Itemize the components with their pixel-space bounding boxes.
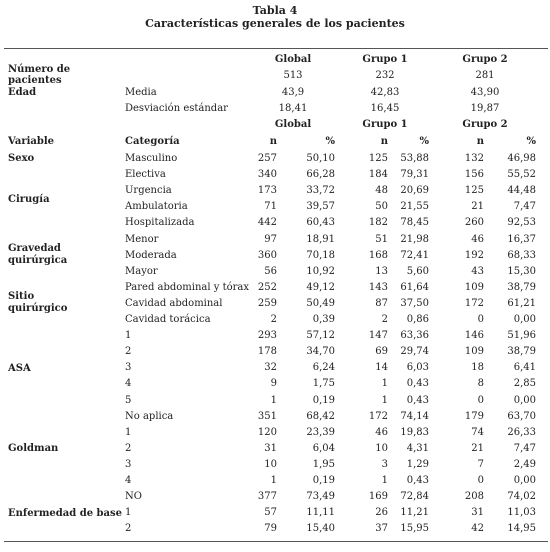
percent-cell: 21,55 (400, 201, 429, 212)
count-cell: 252 (257, 282, 277, 293)
variable-label: Gravedad quirúrgica (8, 243, 68, 266)
percent-cell: 0,43 (406, 395, 429, 406)
variable-label: ASA (8, 363, 31, 374)
table-subtitle: Características generales de los pacientes (145, 17, 405, 30)
count-cell: 182 (368, 217, 388, 228)
percent-cell: 92,53 (507, 217, 536, 228)
count-cell: 31 (264, 443, 277, 454)
count-cell: 10 (375, 443, 388, 454)
percent-cell: 11,21 (400, 507, 429, 518)
count-cell: 184 (368, 169, 388, 180)
count-cell: 2 (270, 314, 277, 325)
count-cell: 1 (381, 395, 388, 406)
percent-cell: 16,37 (507, 234, 536, 245)
category-cell: 4 (125, 475, 132, 486)
percent-cell: 6,24 (312, 362, 335, 373)
variable-label: Sitio quirúrgico (8, 291, 68, 314)
variable-label: Sexo (8, 153, 35, 164)
percent-cell: 0,00 (513, 314, 536, 325)
percent-cell: 18,91 (306, 234, 335, 245)
count-cell: 192 (464, 250, 484, 261)
count-cell: 260 (464, 217, 484, 228)
percent-cell: 0,43 (406, 378, 429, 389)
percent-cell: 2,85 (513, 378, 536, 389)
percent-cell: 0,86 (406, 314, 429, 325)
count-cell: 87 (375, 298, 388, 309)
category-cell: No aplica (125, 411, 174, 422)
percent-cell: 34,70 (306, 346, 335, 357)
count-cell: 340 (257, 169, 277, 180)
category-cell: Hospitalizada (125, 217, 195, 228)
percent-cell: 63,70 (507, 411, 536, 422)
sd-value: 18,41 (278, 103, 308, 114)
percent-cell: 15,40 (306, 523, 335, 534)
count-cell: 257 (257, 153, 277, 164)
category-cell: Mayor (125, 266, 158, 277)
pct-column-header: % (526, 136, 536, 147)
count-cell: 109 (464, 282, 484, 293)
category-cell: Moderada (125, 250, 177, 261)
mean-label: Media (125, 87, 157, 98)
percent-cell: 73,49 (306, 491, 335, 502)
count-cell: 42 (471, 523, 484, 534)
percent-cell: 15,30 (507, 266, 536, 277)
percent-cell: 66,28 (306, 169, 335, 180)
percent-cell: 51,96 (507, 330, 536, 341)
percent-cell: 70,18 (306, 250, 335, 261)
count-cell: 69 (375, 346, 388, 357)
percent-cell: 78,45 (400, 217, 429, 228)
category-cell: Menor (125, 234, 159, 245)
percent-cell: 2,49 (513, 459, 536, 470)
count-cell: 26 (375, 507, 388, 518)
count-cell: 120 (257, 427, 277, 438)
percent-cell: 4,31 (406, 443, 429, 454)
percent-cell: 44,48 (507, 185, 536, 196)
count-cell: 143 (368, 282, 388, 293)
number-of-patients-value: 232 (375, 70, 395, 81)
count-cell: 125 (464, 185, 484, 196)
count-cell: 14 (375, 362, 388, 373)
count-cell: 178 (257, 346, 277, 357)
bottom-rule (4, 541, 548, 542)
percent-cell: 26,33 (507, 427, 536, 438)
count-cell: 377 (257, 491, 277, 502)
percent-cell: 68,33 (507, 250, 536, 261)
group-header: Grupo 2 (462, 119, 508, 130)
count-cell: 32 (264, 362, 277, 373)
category-cell: 3 (125, 362, 132, 373)
count-cell: 1 (270, 475, 277, 486)
percent-cell: 7,47 (513, 443, 536, 454)
count-cell: 156 (464, 169, 484, 180)
percent-cell: 0,39 (312, 314, 335, 325)
category-cell: 2 (125, 346, 132, 357)
count-cell: 208 (464, 491, 484, 502)
percent-cell: 10,92 (306, 266, 335, 277)
variable-label: Cirugía (8, 194, 50, 205)
count-cell: 3 (381, 459, 388, 470)
mean-value: 42,83 (370, 87, 400, 98)
count-cell: 1 (270, 395, 277, 406)
percent-cell: 0,43 (406, 475, 429, 486)
count-cell: 21 (471, 443, 484, 454)
count-cell: 360 (257, 250, 277, 261)
category-cell: Masculino (125, 153, 178, 164)
category-cell: Pared abdominal y tórax (125, 282, 250, 293)
percent-cell: 57,12 (306, 330, 335, 341)
percent-cell: 0,00 (513, 395, 536, 406)
percent-cell: 5,60 (406, 266, 429, 277)
percent-cell: 49,12 (306, 282, 335, 293)
group-header: Grupo 1 (362, 119, 408, 130)
count-cell: 71 (264, 201, 277, 212)
count-cell: 31 (471, 507, 484, 518)
number-of-patients-value: 281 (475, 70, 495, 81)
count-cell: 37 (375, 523, 388, 534)
percent-cell: 1,75 (312, 378, 335, 389)
percent-cell: 61,21 (507, 298, 536, 309)
count-cell: 351 (257, 411, 277, 422)
category-cell: Cavidad abdominal (125, 298, 223, 309)
percent-cell: 38,79 (507, 282, 536, 293)
percent-cell: 19,83 (400, 427, 429, 438)
variable-column-header: Variable (8, 136, 55, 147)
category-cell: 5 (125, 395, 132, 406)
percent-cell: 14,95 (507, 523, 536, 534)
table-title: Tabla 4 (252, 4, 298, 17)
percent-cell: 72,41 (400, 250, 429, 261)
percent-cell: 6,04 (312, 443, 335, 454)
percent-cell: 74,14 (400, 411, 429, 422)
count-cell: 1 (381, 378, 388, 389)
count-cell: 168 (368, 250, 388, 261)
n-column-header: n (269, 136, 277, 147)
age-label: Edad (8, 87, 37, 98)
percent-cell: 0,00 (513, 475, 536, 486)
count-cell: 97 (264, 234, 277, 245)
number-of-patients-label: Número de pacientes (8, 64, 71, 86)
mean-value: 43,9 (281, 87, 305, 98)
count-cell: 56 (264, 266, 277, 277)
category-cell: 2 (125, 523, 132, 534)
category-cell: 4 (125, 378, 132, 389)
count-cell: 43 (471, 266, 484, 277)
count-cell: 1 (381, 475, 388, 486)
percent-cell: 11,11 (306, 507, 335, 518)
count-cell: 9 (270, 378, 277, 389)
percent-cell: 1,29 (406, 459, 429, 470)
percent-cell: 60,43 (306, 217, 335, 228)
n-column-header: n (380, 136, 388, 147)
percent-cell: 38,79 (507, 346, 536, 357)
category-cell: 2 (125, 443, 132, 454)
count-cell: 21 (471, 201, 484, 212)
group-header: Global (274, 119, 312, 130)
sd-value: 16,45 (370, 103, 400, 114)
count-cell: 109 (464, 346, 484, 357)
percent-cell: 37,50 (400, 298, 429, 309)
variable-label: Enfermedad de base (8, 508, 123, 519)
number-of-patients-value: 513 (283, 70, 303, 81)
n-column-header: n (476, 136, 484, 147)
percent-cell: 0,19 (312, 475, 335, 486)
category-cell: NO (125, 491, 142, 502)
percent-cell: 29,74 (400, 346, 429, 357)
percent-cell: 50,49 (306, 298, 335, 309)
count-cell: 51 (375, 234, 388, 245)
count-cell: 10 (264, 459, 277, 470)
group-header: Grupo 1 (362, 54, 408, 65)
count-cell: 125 (368, 153, 388, 164)
count-cell: 259 (257, 298, 277, 309)
percent-cell: 0,19 (312, 395, 335, 406)
variable-label: Goldman (8, 443, 59, 454)
percent-cell: 46,98 (507, 153, 536, 164)
count-cell: 57 (264, 507, 277, 518)
percent-cell: 61,64 (400, 282, 429, 293)
count-cell: 442 (257, 217, 277, 228)
count-cell: 18 (471, 362, 484, 373)
count-cell: 79 (264, 523, 277, 534)
group-header: Global (274, 54, 312, 65)
percent-cell: 39,57 (306, 201, 335, 212)
group-header: Grupo 2 (462, 54, 508, 65)
percent-cell: 53,88 (400, 153, 429, 164)
percent-cell: 6,03 (406, 362, 429, 373)
count-cell: 0 (477, 395, 484, 406)
percent-cell: 74,02 (507, 491, 536, 502)
count-cell: 50 (375, 201, 388, 212)
percent-cell: 68,42 (306, 411, 335, 422)
category-cell: Electiva (125, 169, 166, 180)
category-cell: Ambulatoria (125, 201, 188, 212)
count-cell: 173 (257, 185, 277, 196)
pct-column-header: % (325, 136, 335, 147)
percent-cell: 33,72 (306, 185, 335, 196)
count-cell: 172 (368, 411, 388, 422)
percent-cell: 79,31 (400, 169, 429, 180)
count-cell: 13 (375, 266, 388, 277)
category-cell: Urgencia (125, 185, 172, 196)
percent-cell: 6,41 (513, 362, 536, 373)
count-cell: 147 (368, 330, 388, 341)
mean-value: 43,90 (470, 87, 500, 98)
count-cell: 169 (368, 491, 388, 502)
count-cell: 48 (375, 185, 388, 196)
category-cell: 3 (125, 459, 132, 470)
count-cell: 74 (471, 427, 484, 438)
count-cell: 46 (471, 234, 484, 245)
category-cell: Cavidad torácica (125, 314, 211, 325)
count-cell: 146 (464, 330, 484, 341)
percent-cell: 11,03 (507, 507, 536, 518)
count-cell: 179 (464, 411, 484, 422)
percent-cell: 55,52 (507, 169, 536, 180)
percent-cell: 23,39 (306, 427, 335, 438)
percent-cell: 21,98 (400, 234, 429, 245)
count-cell: 46 (375, 427, 388, 438)
percent-cell: 50,10 (306, 153, 335, 164)
pct-column-header: % (419, 136, 429, 147)
percent-cell: 15,95 (400, 523, 429, 534)
percent-cell: 20,69 (400, 185, 429, 196)
count-cell: 7 (477, 459, 484, 470)
percent-cell: 7,47 (513, 201, 536, 212)
sd-value: 19,87 (470, 103, 500, 114)
count-cell: 2 (381, 314, 388, 325)
category-cell: 1 (125, 330, 132, 341)
count-cell: 0 (477, 314, 484, 325)
category-cell: 1 (125, 427, 132, 438)
category-cell: 1 (125, 507, 132, 518)
count-cell: 0 (477, 475, 484, 486)
percent-cell: 63,36 (400, 330, 429, 341)
percent-cell: 72,84 (400, 491, 429, 502)
sd-label: Desviación estándar (125, 103, 228, 114)
count-cell: 172 (464, 298, 484, 309)
top-rule (4, 48, 548, 49)
count-cell: 293 (257, 330, 277, 341)
category-column-header: Categoría (125, 136, 180, 147)
count-cell: 8 (477, 378, 484, 389)
count-cell: 132 (464, 153, 484, 164)
percent-cell: 1,95 (312, 459, 335, 470)
